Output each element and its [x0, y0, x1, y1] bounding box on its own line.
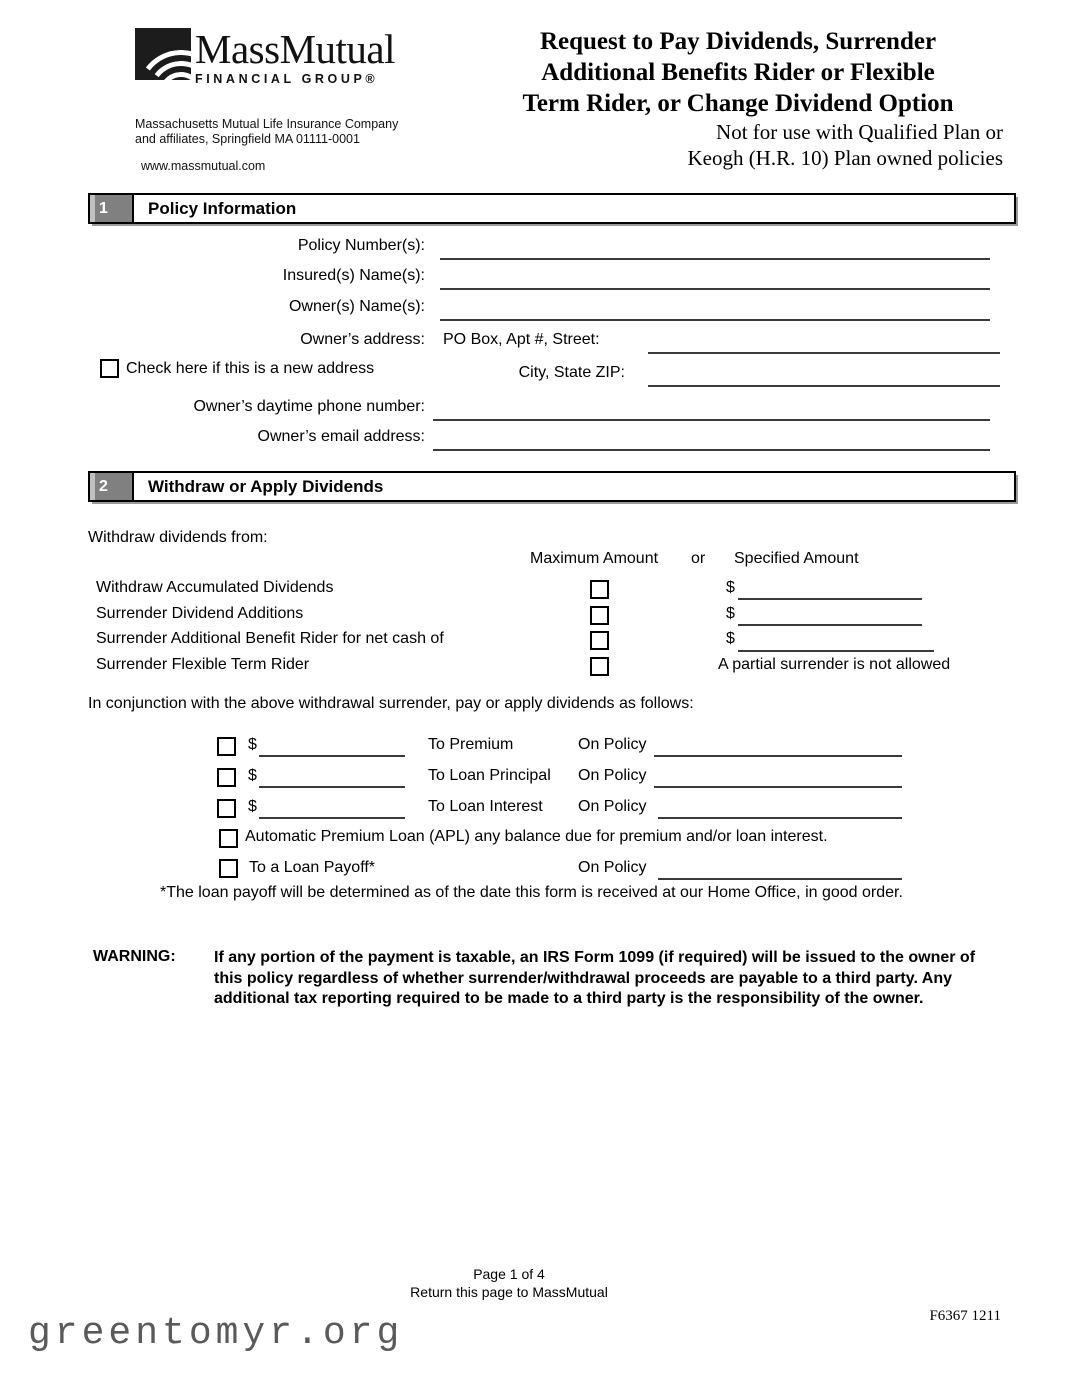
withdraw-row-dollar-sign: $ — [726, 579, 735, 596]
apply-row-checkbox[interactable] — [217, 799, 236, 818]
po-box-label: PO Box, Apt #, Street: — [443, 331, 600, 348]
watermark: greentomyr.org — [28, 1312, 404, 1355]
owner-address-label: Owner’s address: — [300, 331, 425, 348]
company-address-line2: and affiliates, Springfield MA 01111-0001 — [135, 132, 360, 146]
apply-row-dollar-sign: $ — [248, 736, 257, 753]
company-website: www.massmutual.com — [141, 159, 266, 173]
withdraw-row-max-checkbox[interactable] — [590, 580, 609, 599]
form-subtitle-line1: Not for use with Qualified Plan or — [716, 120, 1003, 144]
apply-row-amount-input[interactable] — [259, 755, 405, 757]
daytime-phone-label: Owner’s daytime phone number: — [193, 398, 425, 415]
apply-row-checkbox[interactable] — [217, 768, 236, 787]
section-2-header — [88, 471, 1016, 502]
po-box-input[interactable] — [648, 352, 1000, 354]
apply-row-amount-input[interactable] — [259, 786, 405, 788]
withdraw-row-max-checkbox[interactable] — [590, 657, 609, 676]
warning-text: If any portion of the payment is taxable, an IRS Form 1099 (if required) will be issued to the owner of this policy regardless of whether surrender/withdrawal proceeds are payable to a third party. Any additional tax reporting required to be made to a third party is the responsibility of the owner. — [214, 949, 976, 1007]
section-1-title: Policy Information — [148, 198, 297, 218]
withdraw-row-label: Withdraw Accumulated Dividends — [96, 579, 334, 596]
city-state-zip-input[interactable] — [648, 385, 1000, 387]
col-specified-amount-header: Specified Amount — [734, 550, 859, 567]
page-number: Page 1 of 4 — [473, 1266, 545, 1282]
massmutual-swoosh-icon — [135, 28, 191, 80]
section-1-number: 1 — [90, 195, 134, 222]
apl-label: Automatic Premium Loan (APL) any balance due for premium and/or loan interest. — [245, 828, 828, 845]
col-maximum-amount-header: Maximum Amount — [530, 550, 659, 567]
apply-row-amount-input[interactable] — [259, 817, 405, 819]
page-footer — [0, 1265, 1018, 1301]
form-title-line1: Request to Pay Dividends, Surrender — [539, 28, 937, 55]
apply-row-on-policy-label: On Policy — [578, 798, 647, 815]
apply-row-on-policy-label: On Policy — [578, 767, 647, 784]
new-address-label: Check here if this is a new address — [126, 360, 375, 377]
loan-payoff-footnote: *The loan payoff will be determined as of the date this form is received at our Home Office, in good order. — [160, 884, 903, 901]
apply-row-on-policy-input[interactable] — [654, 786, 902, 788]
city-state-zip-label: City, State ZIP: — [518, 364, 625, 381]
loan-payoff-checkbox[interactable] — [219, 859, 238, 878]
loan-payoff-on-policy-input[interactable] — [658, 878, 902, 880]
section-2-number: 2 — [90, 473, 134, 500]
withdraw-row-label: Surrender Flexible Term Rider — [96, 656, 310, 673]
apply-row-dollar-sign: $ — [248, 798, 257, 815]
warning-label: WARNING: — [93, 948, 176, 965]
massmutual-logo — [135, 28, 485, 86]
email-label: Owner’s email address: — [257, 428, 425, 445]
return-instruction: Return this page to MassMutual — [410, 1284, 608, 1300]
withdraw-row-amount-input[interactable] — [738, 598, 922, 600]
withdraw-row-dollar-sign: $ — [726, 630, 735, 647]
form-title-line2: Additional Benefits Rider or Flexible — [541, 59, 935, 86]
col-or-header: or — [691, 550, 706, 567]
form-title-line3: Term Rider, or Change Dividend Option — [522, 90, 954, 117]
form-subtitle-line2: Keogh (H.R. 10) Plan owned policies — [687, 146, 1003, 170]
loan-payoff-on-policy-label: On Policy — [578, 859, 647, 876]
logo-tagline: FINANCIAL GROUP® — [195, 72, 379, 86]
company-address — [135, 117, 398, 147]
apply-row-on-policy-input[interactable] — [658, 817, 902, 819]
form-number: F6367 1211 — [929, 1308, 1001, 1324]
daytime-phone-input[interactable] — [433, 419, 990, 421]
owner-name-label: Owner(s) Name(s): — [288, 298, 425, 315]
new-address-checkbox[interactable] — [100, 359, 119, 378]
withdraw-row-dollar-sign: $ — [726, 605, 735, 622]
section-1-header — [88, 193, 1016, 224]
apply-row-on-policy-label: On Policy — [578, 736, 647, 753]
apply-row-on-policy-input[interactable] — [654, 755, 902, 757]
section-2-title: Withdraw or Apply Dividends — [148, 476, 384, 496]
withdraw-row-amount-input[interactable] — [738, 624, 922, 626]
apply-row-checkbox[interactable] — [217, 737, 236, 756]
apply-row-destination: To Premium — [428, 736, 514, 753]
withdraw-row-max-checkbox[interactable] — [590, 606, 609, 625]
page-header — [0, 0, 1073, 180]
insured-name-input[interactable] — [440, 288, 990, 290]
form-title — [473, 26, 1003, 171]
withdraw-intro: Withdraw dividends from: — [88, 529, 268, 546]
apply-row-destination: To Loan Principal — [428, 767, 551, 784]
apl-checkbox[interactable] — [219, 829, 238, 848]
insured-name-label: Insured(s) Name(s): — [282, 267, 425, 284]
withdraw-row-amount-input[interactable] — [738, 650, 934, 652]
withdraw-row-max-checkbox[interactable] — [590, 631, 609, 650]
apply-row-dollar-sign: $ — [248, 767, 257, 784]
policy-number-input[interactable] — [440, 258, 990, 260]
conjunction-intro: In conjunction with the above withdrawal surrender, pay or apply dividends as follows: — [88, 695, 694, 712]
logo-wordmark: MassMutual — [195, 26, 395, 72]
apply-row-destination: To Loan Interest — [428, 798, 543, 815]
withdraw-row-note: A partial surrender is not allowed — [718, 656, 951, 673]
owner-name-input[interactable] — [440, 319, 990, 321]
policy-number-label: Policy Number(s): — [297, 237, 425, 254]
company-address-line1: Massachusetts Mutual Life Insurance Company — [135, 117, 399, 131]
withdraw-row-label: Surrender Dividend Additions — [96, 605, 304, 622]
loan-payoff-label: To a Loan Payoff* — [249, 859, 376, 876]
email-input[interactable] — [433, 449, 990, 451]
withdraw-row-label: Surrender Additional Benefit Rider for net cash of — [96, 630, 444, 647]
